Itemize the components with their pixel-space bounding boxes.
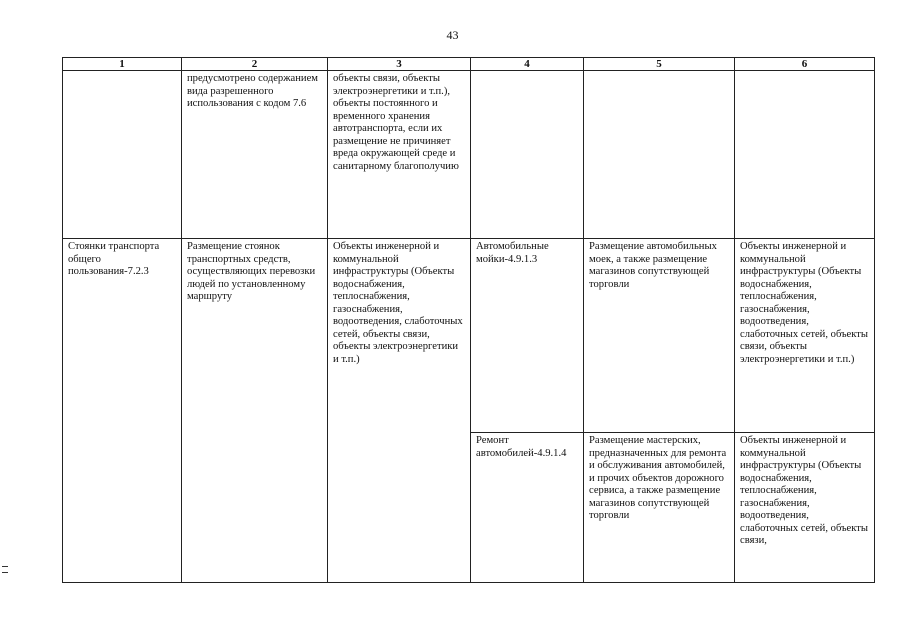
table-cell <box>63 71 182 239</box>
page-number: 43 <box>446 28 459 42</box>
table-cell: Размещение мастерских, предназначенных для ремонта и обслуживания автомобилей, и прочих объектов дорожного сервиса, а также размещение магазинов сопутствующей торговли <box>584 433 735 583</box>
table-row <box>63 71 875 239</box>
table-cell: Размещение стоянок транспортных средств, осуществляющих перевозки людей по установленному маршруту <box>182 239 328 583</box>
table-cell <box>735 71 875 239</box>
table-row <box>63 239 875 433</box>
table-cell: Автомобильные мойки-4.9.1.3 <box>471 239 584 433</box>
column-header: 4 <box>471 58 584 71</box>
table-cell: Размещение автомобильных моек, а также размещение магазинов сопутствующей торговли <box>584 239 735 433</box>
column-header: 2 <box>182 58 328 71</box>
table-cell: Ремонт автомобилей-4.9.1.4 <box>471 433 584 583</box>
table-cell: Стоянки транспорта общего пользования-7.2.3 <box>63 239 182 583</box>
table-cell: Объекты инженерной и коммунальной инфраструктуры (Объекты водоснабжения, теплоснабжения, газоснабжения, водоотведения, слаботочных сетей, объекты связи, объекты электроэнергетики и т.п.) <box>735 239 875 433</box>
table-cell: Объекты инженерной и коммунальной инфраструктуры (Объекты водоснабжения, теплоснабжения, газоснабжения, водоотведения, слаботочных сетей, объекты связи, <box>735 433 875 583</box>
table-header-row <box>63 58 875 71</box>
table-cell <box>471 71 584 239</box>
column-header: 6 <box>735 58 875 71</box>
land-use-table <box>62 57 875 583</box>
table-cell <box>584 71 735 239</box>
margin-mark-icon <box>2 566 8 573</box>
table-cell: Объекты инженерной и коммунальной инфраструктуры (Объекты водоснабжения, теплоснабжения, газоснабжения, водоотведения, слаботочных сетей, объекты связи, объекты электроэнергетики и т.п.) <box>328 239 471 583</box>
table-cell: предусмотрено содержанием вида разрешенного использования с кодом 7.6 <box>182 71 328 239</box>
column-header: 3 <box>328 58 471 71</box>
column-header: 5 <box>584 58 735 71</box>
table-cell: объекты связи, объекты электроэнергетики и т.п.), объекты постоянного и временного хранения автотранспорта, если их размещение не причиняет вреда окружающей среде и санитарному благополучию <box>328 71 471 239</box>
column-header: 1 <box>63 58 182 71</box>
